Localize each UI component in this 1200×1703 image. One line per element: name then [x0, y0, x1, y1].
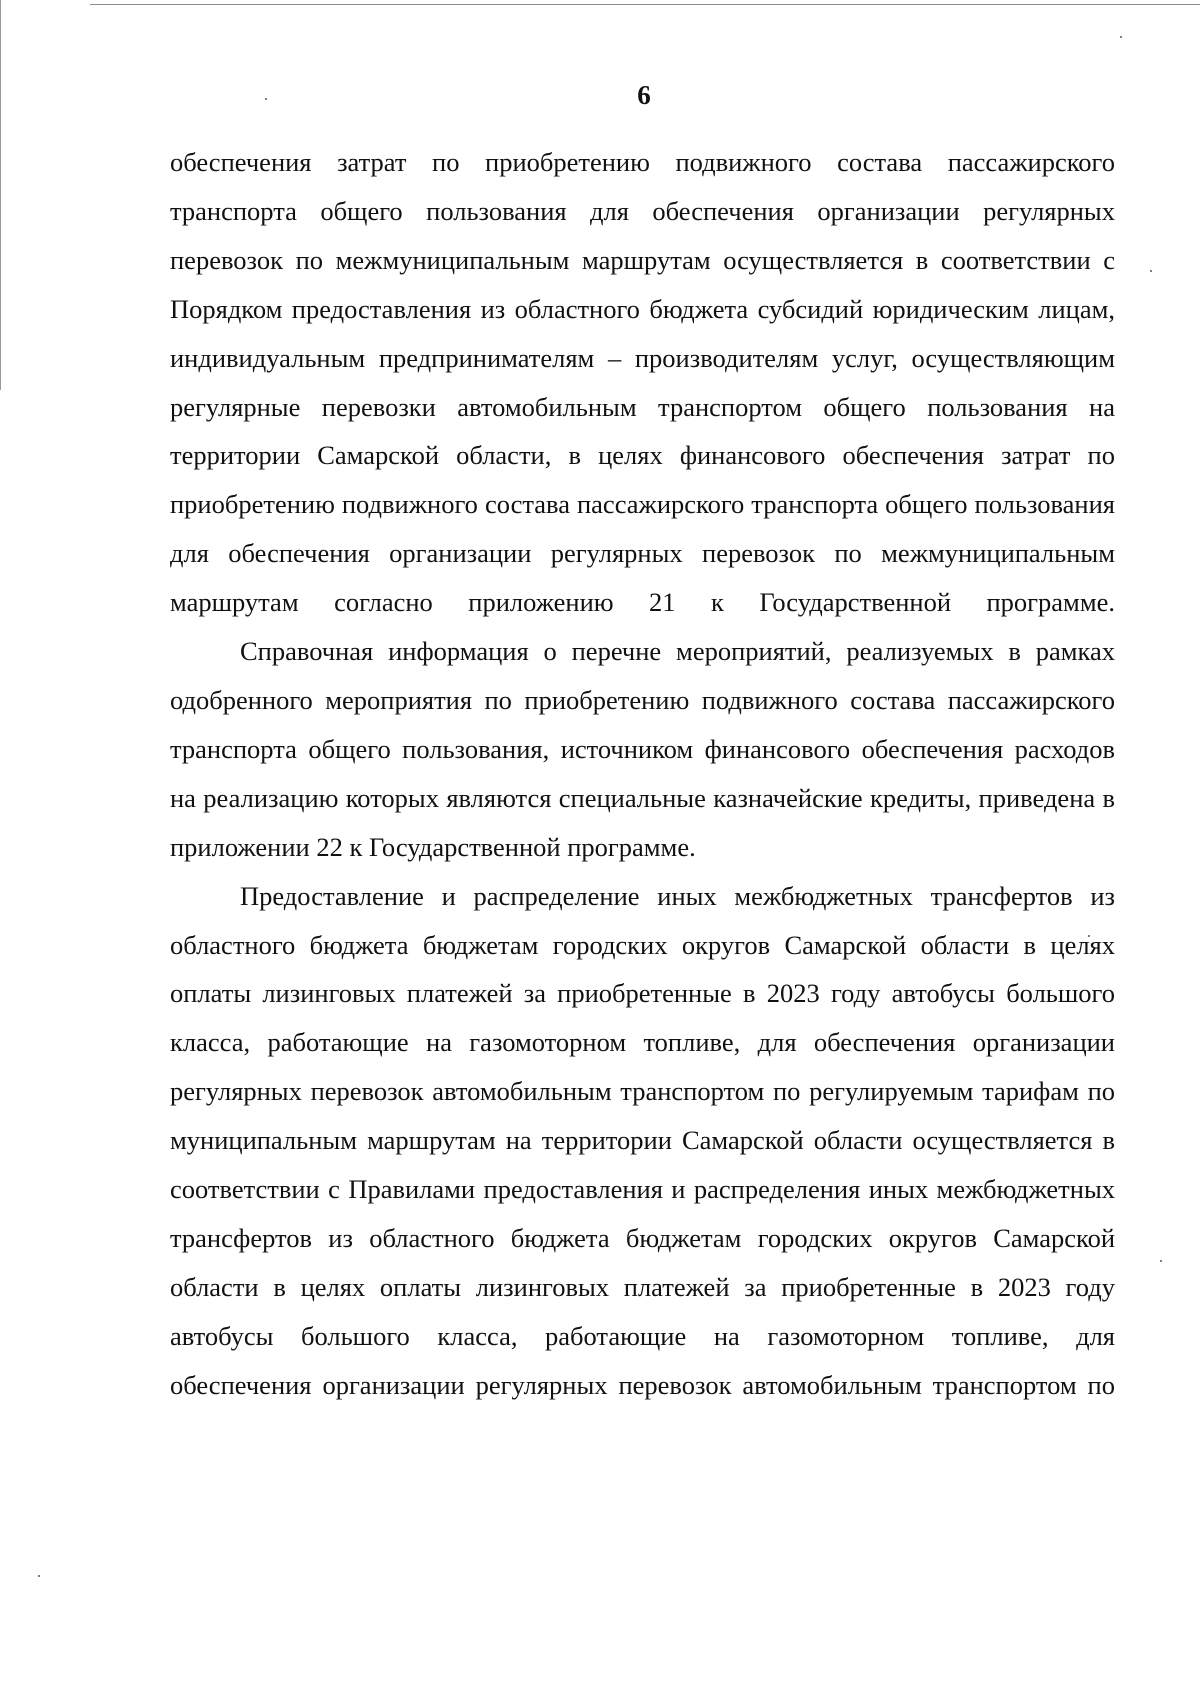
paragraph-transfers: Предоставление и распределение иных межбюджетных трансфертов из областного бюджета бюджетам городских округов Самарской области в целях оплаты лизинговых платежей за приобретенные в 2023 году автобусы большого класса, работающие на газомоторном топливе, для обеспечения организации регулярных перевозок автомобильным транспортом по регулируемым тарифам по муниципальным маршрутам на территории Самарской области осуществляется в соответствии с Правилами предоставления и распределения иных межбюджетных трансфертов из областного бюджета бюджетам городских округов Самарской области в целях оплаты лизинговых платежей за приобретенные в 2023 году автобусы большого класса, работающие на газомоторном топливе, для обеспечения организации регулярных перевозок автомобильным транспортом по — [170, 880, 1115, 1400]
scan-speck — [38, 1575, 40, 1577]
scan-speck — [1120, 36, 1122, 38]
paragraph-continued: обеспечения затрат по приобретению подвижного состава пассажирского транспорта общего пользования для обеспечения организации регулярных перевозок по межмуниципальным маршрутам осуществляется в соответствии с Порядком предоставления из областного бюджета субсидий юридическим лицам, индивидуальным предпринимателям – производителям услуг, осуществляющим регулярные перевозки автомобильным транспортом общего пользования на территории Самарской области, в целях финансового обеспечения затрат по приобретению подвижного состава пассажирского транспорта общего пользования для обеспечения организации регулярных перевозок по межмуниципальным маршрутам согласно приложению 21 к Государственной программе. — [170, 147, 1115, 618]
document-body — [170, 138, 1115, 1410]
scan-left-edge — [0, 0, 1, 390]
scan-speck — [1150, 270, 1152, 272]
scan-top-edge — [90, 4, 1200, 5]
page-number: 6 — [637, 80, 651, 110]
scan-speck — [1160, 1260, 1162, 1262]
paragraph-reference-info: Справочная информация о перечне мероприятий, реализуемых в рамках одобренного мероприятия по приобретению подвижного состава пассажирского транспорта общего пользования, источником финансового обеспечения расходов на реализацию которых являются специальные казначейские кредиты, приведена в приложении 22 к Государственной программе. — [170, 636, 1115, 862]
